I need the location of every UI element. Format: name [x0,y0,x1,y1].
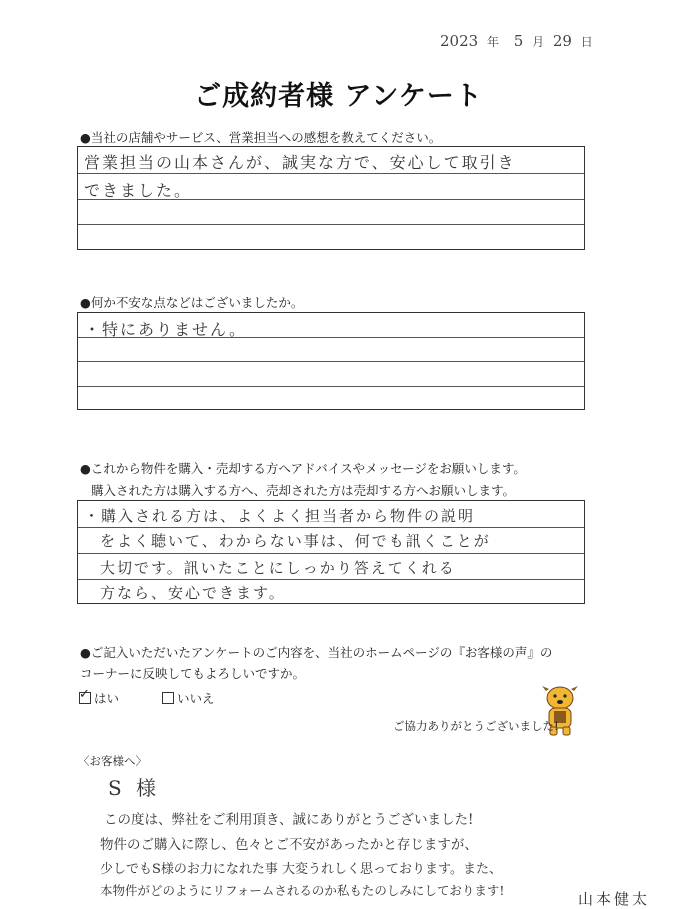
option-yes[interactable] [79,689,119,707]
signature: 山本健太 [578,890,651,908]
date-day: 29 [552,32,572,50]
question-3-sub: 購入された方は購入する方へ、売却された方は売却する方へお願いします。 [91,483,516,498]
customer-name: S 様 [108,776,161,800]
page-title: ご成約者様 アンケート [194,81,483,112]
date-year-unit: 年 [486,35,499,49]
date-month-unit: 月 [532,35,545,49]
checkbox-checked-icon[interactable] [79,692,91,704]
reply-line-1: この度は、弊社をご利用頂き、誠にありがとうございました! [104,812,474,828]
survey-date [440,32,597,50]
ruled-line [78,579,584,580]
option-no[interactable] [162,689,215,707]
ruled-line [78,173,584,174]
thanks-message: ご協力ありがとうございました! [393,719,559,733]
question-4-line-1: ●ご記入いただいたアンケートのご内容を、当社のホームページの『お客様の声』の [80,645,553,660]
answer-3-line-3: 大切です。訊いたことにしっかり答えてくれる [100,559,456,577]
option-no-label: いいえ [177,691,215,706]
answer-2-line-1: ・特にありません。 [84,320,247,339]
answer-1-line-1: 営業担当の山本さんが、誠実な方で、安心して取引き [84,153,516,172]
question-2: ●何か不安な点などはございましたか。 [80,295,304,310]
ruled-line [78,527,584,528]
answer-3-line-4: 方なら、安心できます。 [100,584,286,602]
date-year: 2023 [440,32,479,50]
date-day-unit: 日 [580,35,593,49]
reply-line-4: 本物件がどのようにリフォームされるのか私もたのしみにしております! [100,883,505,898]
option-yes-label: はい [94,691,120,706]
answer-3-line-1: ・購入される方は、よくよく担当者から物件の説明 [84,507,476,525]
question-1: ●当社の店舗やサービス、営業担当への感想を教えてください。 [80,130,442,145]
ruled-line [78,386,584,387]
reply-line-2: 物件のご購入に際し、色々とご不安があったかと存じますが、 [100,837,478,853]
reply-line-3: 少しでもS様のお力になれた事 大変うれしく思っております。また、 [100,862,502,877]
ruled-line [78,361,584,362]
ruled-line [78,553,584,554]
ruled-line [78,224,584,225]
answer-3-line-2: をよく聴いて、わからない事は、何でも訊くことが [100,532,491,550]
reply-label: 〈お客様へ〉 [78,754,147,768]
question-3: ●これから物件を購入・売却する方へアドバイスやメッセージをお願いします。 [80,461,526,476]
answer-1-line-2: できました。 [84,181,193,200]
question-4-line-2: コーナーに反映してもよろしいですか。 [80,666,306,681]
checkbox-icon[interactable] [162,692,174,704]
date-month: 5 [513,32,524,50]
